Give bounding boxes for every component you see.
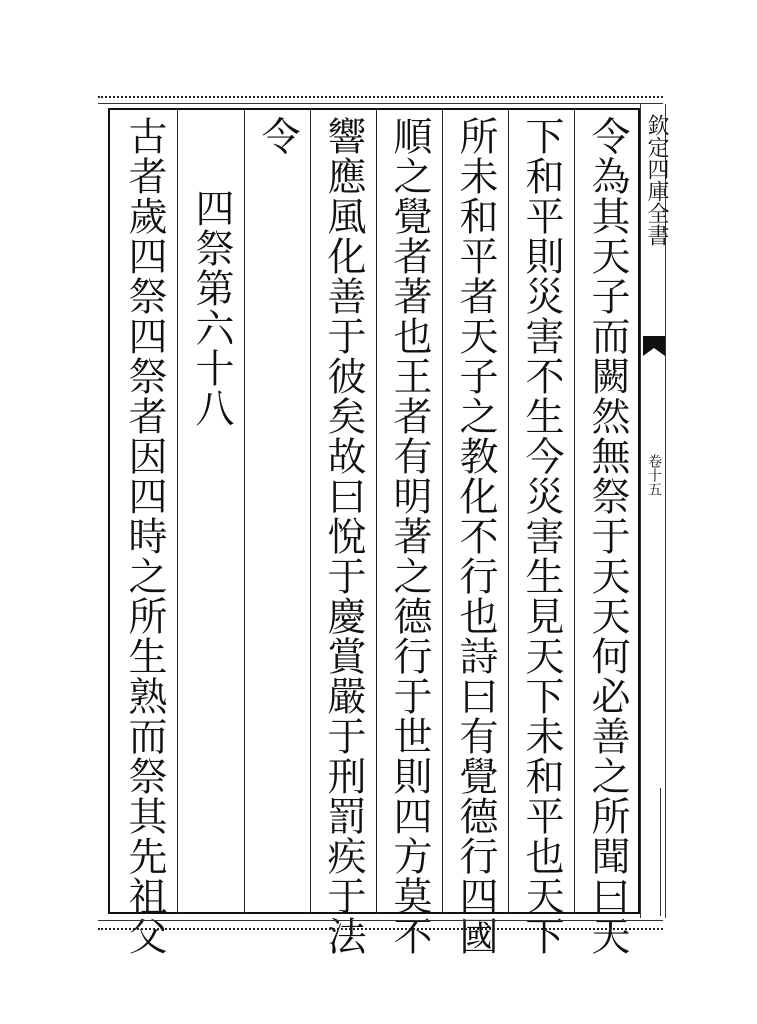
- column-text: 響應風化善于彼矣故曰悅于慶賞嚴于刑罰疾于法: [321, 116, 366, 956]
- text-column-3: [442, 108, 508, 956]
- top-rule: [98, 103, 663, 104]
- text-column-6: [244, 108, 310, 914]
- top-dotted-rule: [98, 96, 663, 98]
- page-margin-strip: [640, 104, 669, 918]
- bottom-rule: [98, 920, 663, 921]
- text-column-1: [574, 108, 640, 956]
- text-column-7: [178, 108, 244, 914]
- text-column-5: [310, 108, 376, 956]
- text-column-4: [376, 108, 442, 956]
- column-text: 令: [255, 116, 300, 156]
- bottom-dotted-rule: [98, 928, 663, 930]
- edge-rule: [660, 788, 661, 916]
- chapter-heading: 四祭第六十八: [189, 188, 234, 428]
- text-column-8: [108, 108, 178, 956]
- column-text: 令為其天子而闕然無祭于天天何必善之所聞曰天: [585, 116, 630, 956]
- column-text: 下和平則災害不生今災害生見天下未和平也天下: [519, 116, 564, 956]
- text-column-2: [508, 108, 574, 956]
- column-text: 所未和平者天子之教化不行也詩曰有覺德行四國: [453, 116, 498, 956]
- column-text: 順之覺者著也王者有明著之德行于世則四方莫不: [387, 116, 432, 956]
- fishtail-mark: [643, 336, 665, 356]
- volume-number: 卷十五: [646, 454, 662, 496]
- book-title: 欽定四庫全書: [644, 114, 669, 246]
- column-text: 古者歲四祭四祭者因四時之所生熟而祭其先祖父: [122, 116, 167, 956]
